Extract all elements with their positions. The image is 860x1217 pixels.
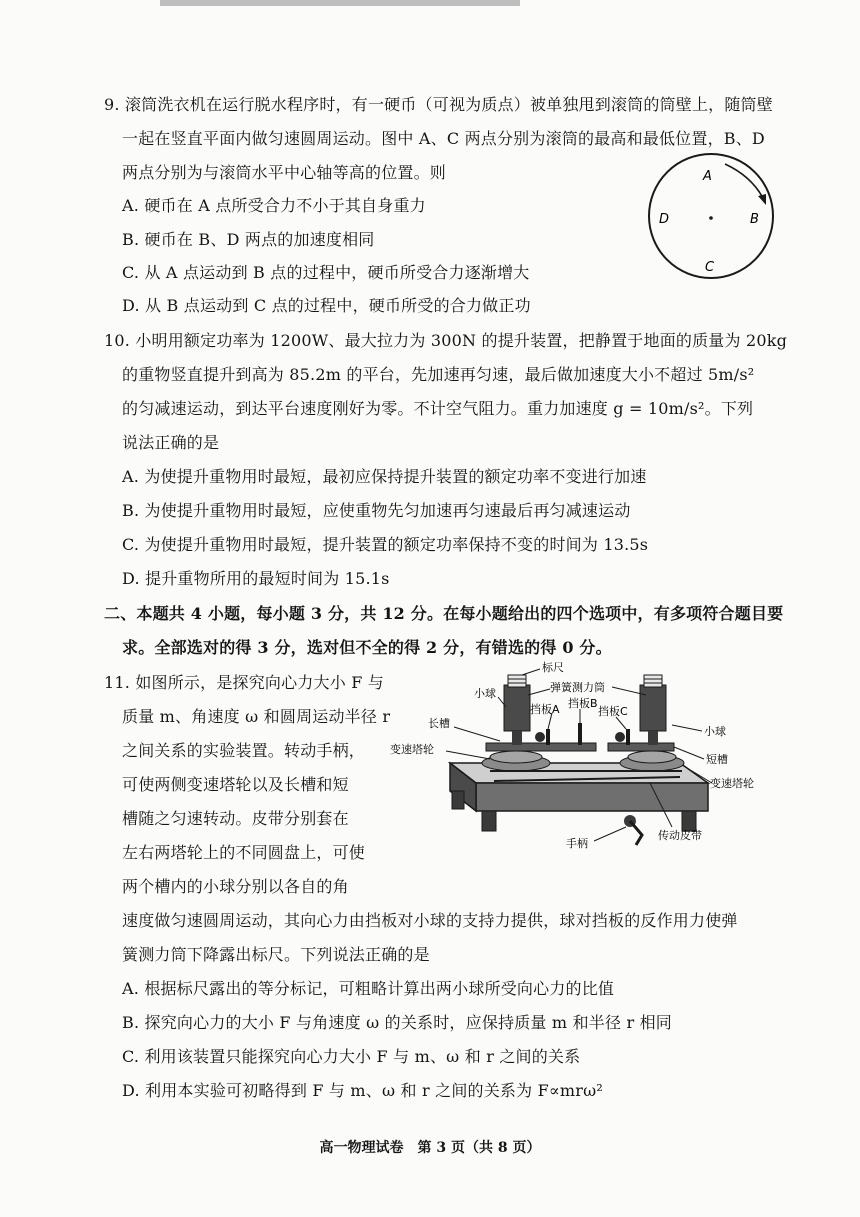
q10-stem-line-1: 10. 小明用额定功率为 1200W、最大拉力为 300N 的提升装置，把静置于地面的质量为 20kg [104,331,788,350]
fig-label-changcao: 长槽 [428,717,450,730]
section-2-line-2: 求。全部选对的得 3 分，选对但不全的得 2 分，有错选的得 0 分。 [122,638,612,657]
q10-stem-line-3: 的匀减速运动，到达平台速度刚好为零。不计空气阻力。重力加速度 g = 10m/s²。下列 [122,399,754,418]
q11-stem-line-1: 11. 如图所示，是探究向心力大小 F 与 [104,673,385,692]
q9-label-a: A [703,169,712,184]
q10-option-d: D. 提升重物所用的最短时间为 15.1s [122,569,390,588]
section-2-line-1: 二、本题共 4 小题，每小题 3 分，共 12 分。在每小题给出的四个选项中，有多项符合题目要 [104,604,784,623]
q9-option-b: B. 硬币在 B、D 两点的加速度相同 [122,230,375,249]
q9-drum-figure [645,150,785,290]
fig-label-biaochi: 标尺 [542,661,564,674]
q11-option-c: C. 利用该装置只能探究向心力大小 F 与 m、ω 和 r 之间的关系 [122,1047,581,1066]
q10-option-b: B. 为使提升重物用时最短，应使重物先匀加速再匀速最后再匀减速运动 [122,501,631,520]
q11-option-d: D. 利用本实验可初略得到 F 与 m、ω 和 r 之间的关系为 F∝mrω² [122,1081,604,1100]
fig-label-xiaoqiu-right: 小球 [704,725,726,738]
q11-stem-line-4: 可使两侧变速塔轮以及长槽和短 [122,775,349,794]
q10-option-a: A. 为使提升重物用时最短，最初应保持提升装置的额定功率不变进行加速 [122,467,647,486]
q9-stem-line-3: 两点分别为与滚筒水平中心轴等高的位置。则 [122,163,447,182]
q11-option-a: A. 根据标尺露出的等分标记，可粗略计算出两小球所受向心力的比值 [122,979,615,998]
fig-label-shoubing: 手柄 [566,837,588,850]
page-footer: 高一物理试卷 第 3 页（共 8 页） [319,1140,541,1156]
fig-label-talun-right: 变速塔轮 [710,777,754,790]
fig-label-duancao: 短槽 [706,753,728,766]
q9-stem-line-2: 一起在竖直平面内做匀速圆周运动。图中 A、C 两点分别为滚筒的最高和最低位置，B、D [122,129,765,148]
q10-stem-line-2: 的重物竖直提升到高为 85.2m 的平台，先加速再匀速，最后做加速度大小不超过 5m/s² [122,365,755,384]
fig-label-dangban-a: 挡板A [530,703,560,716]
q10-stem-line-4: 说法正确的是 [122,433,220,452]
fig-label-pidai: 传动皮带 [658,829,702,842]
fig-label-talun-left: 变速塔轮 [390,743,434,756]
q9-label-b: B [750,212,759,227]
q11-stem-line-7: 两个槽内的小球分别以各自的角 [122,877,349,896]
q11-stem-line-8: 速度做匀速圆周运动，其向心力由挡板对小球的支持力提供，球对挡板的反作用力使弹 [122,911,738,930]
q9-label-d: D [659,212,670,227]
q11-option-b: B. 探究向心力的大小 F 与角速度 ω 的关系时，应保持质量 m 和半径 r 相同 [122,1013,672,1032]
q9-option-a: A. 硬币在 A 点所受合力不小于其自身重力 [122,196,426,215]
q9-option-c: C. 从 A 点运动到 B 点的过程中，硬币所受合力逐渐增大 [122,263,530,282]
q11-stem-line-3: 之间关系的实验装置。转动手柄， [122,741,366,760]
q10-option-c: C. 为使提升重物用时最短，提升装置的额定功率保持不变的时间为 13.5s [122,535,649,554]
fig-label-dangban-c: 挡板C [598,705,628,718]
q11-stem-line-2: 质量 m、角速度 ω 和圆周运动半径 r [122,707,391,726]
fig-label-xiaoqiu-left: 小球 [474,687,496,700]
q11-stem-line-5: 槽随之匀速转动。皮带分别套在 [122,809,349,828]
centripetal-force-apparatus-figure [390,655,780,855]
q9-option-d: D. 从 B 点运动到 C 点的过程中，硬币所受的合力做正功 [122,296,531,315]
fig-label-dangban-b: 挡板B [568,697,598,710]
q9-label-c: C [705,260,715,275]
q11-stem-line-9: 簧测力筒下降露出标尺。下列说法正确的是 [122,945,430,964]
q9-stem-line-1: 9. 滚筒洗衣机在运行脱水程序时，有一硬币（可视为质点）被单独甩到滚筒的筒壁上，随筒壁 [104,95,773,114]
q11-stem-line-6: 左右两塔轮上的不同圆盘上，可使 [122,843,366,862]
fig-label-tanhuang: 弹簧测力筒 [550,681,605,694]
